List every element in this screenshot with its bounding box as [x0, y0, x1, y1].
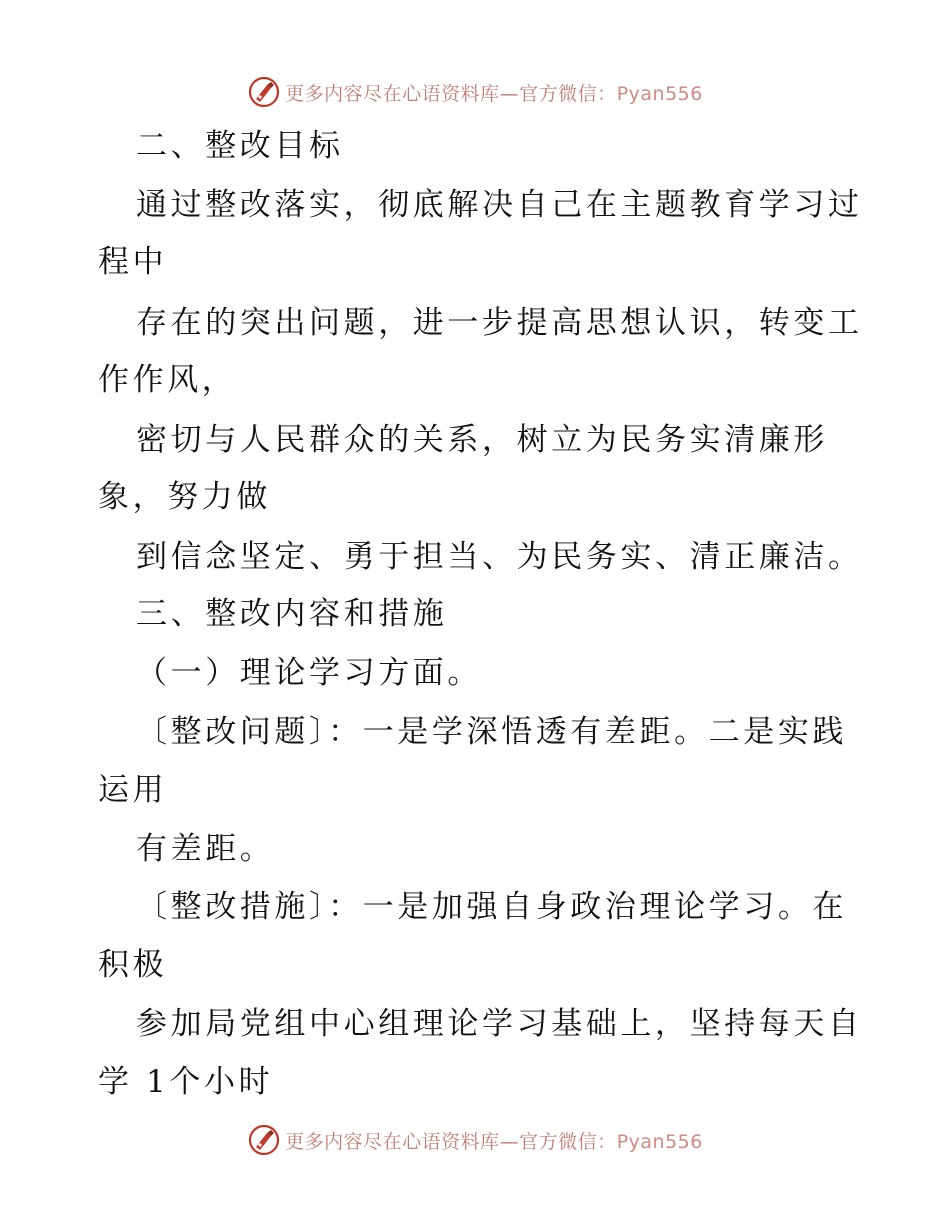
header-dash: — [499, 82, 520, 105]
header-account: Pyan556 [616, 82, 703, 105]
paragraph-line: 通过整改落实，彻底解决自己在主题教育学习过 [136, 187, 863, 223]
paragraph-line: 参加局党组中心组理论学习基础上，坚持每天自 [136, 1006, 863, 1042]
footer-dash: — [499, 1130, 520, 1153]
footer-account: Pyan556 [616, 1130, 703, 1153]
pen-logo-icon [247, 1123, 281, 1157]
paragraph-line: 积极 [98, 947, 168, 983]
paragraph-line: 到信念坚定、勇于担当、为民务实、清正廉洁。 [136, 539, 863, 575]
paragraph-line: 密切与人民群众的关系，树立为民务实清廉形 [136, 422, 828, 458]
footer-site-text: 更多内容尽在心语资料库 [285, 1130, 500, 1153]
pen-logo-icon [247, 75, 281, 109]
paragraph-line: 存在的突出问题，进一步提高思想认识，转变工 [136, 305, 863, 341]
footer-wechat-label: 官方微信： [519, 1130, 617, 1153]
section-heading-measures: 三、整改内容和措施 [136, 596, 448, 632]
paragraph-line: 〔整改问题〕：一是学深悟透有差距。二是实践 [136, 714, 848, 750]
paragraph-line: 学 1个小时 [98, 1064, 274, 1100]
header-site-text: 更多内容尽在心语资料库 [285, 82, 500, 105]
header-banner [0, 72, 950, 112]
paragraph-line: 程中 [98, 244, 168, 280]
paragraph-line: 有差距。 [136, 831, 275, 867]
paragraph-line: 运用 [98, 772, 168, 808]
footer-text [285, 1127, 703, 1154]
paragraph-line: 〔整改措施〕：一是加强自身政治理论学习。在 [136, 889, 848, 925]
header-wechat-label: 官方微信： [519, 82, 617, 105]
paragraph-line: 作作风， [98, 362, 237, 398]
section-heading-goals: 二、整改目标 [136, 128, 344, 164]
header-text [285, 79, 703, 106]
footer-banner [0, 1120, 950, 1160]
paragraph-line: 象，努力做 [98, 479, 271, 515]
subsection-heading: （一）理论学习方面。 [136, 655, 482, 691]
